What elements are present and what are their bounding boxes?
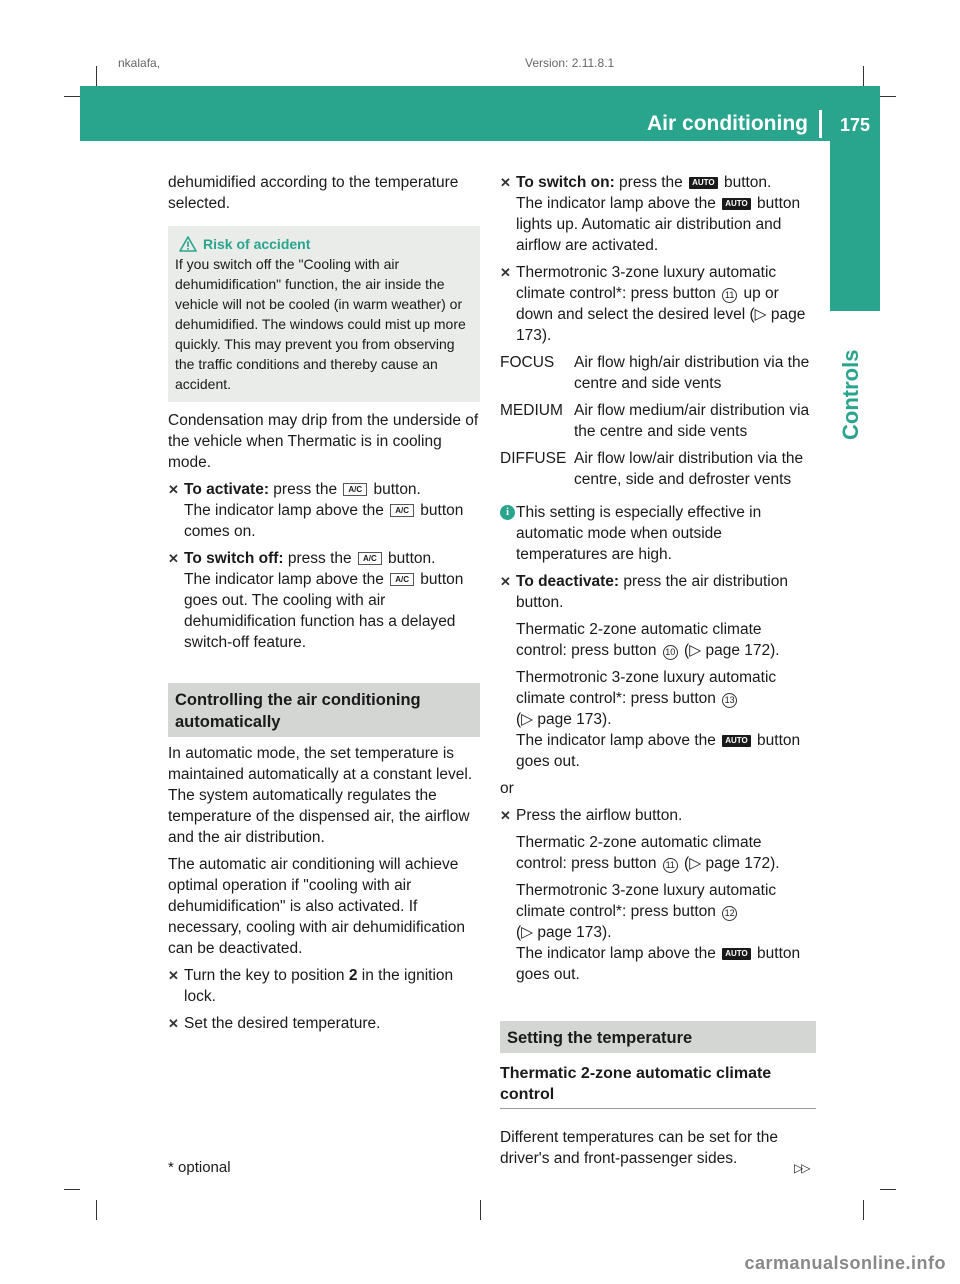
ac-button-icon: A/C [358, 552, 382, 565]
crop-mark [64, 96, 80, 97]
step-marker-icon: ✕ [168, 482, 179, 497]
level-term: FOCUS [500, 354, 555, 371]
step-set-temp [168, 1013, 480, 1034]
paragraph: Condensation may drip from the underside of the vehicle when Thermatic is in cooling mode. [168, 412, 479, 471]
page-ref: page 173 [537, 924, 603, 941]
step-text: Thermatic 2-zone automatic climate control: press button [516, 621, 762, 659]
step-label: To switch off: [184, 550, 284, 567]
button-number-icon: 13 [722, 693, 737, 708]
step-airflow: ✕ Press the airflow button. Thermatic 2-zone automatic climate control: press button 11 (▷ page 172). Thermotronic 3-zone luxury automatic climate control*: press button 12 (▷ page 173). The indicator lamp above the AUTO button goes out. [500, 807, 801, 983]
step-text: Thermatic 2-zone automatic climate control: press button [516, 834, 762, 872]
step-marker-icon: ✕ [168, 551, 179, 566]
level-desc: Air flow medium/air distribution via the centre and side vents [574, 402, 810, 440]
step-deactivate: ✕ To deactivate: press the air distribution button. Thermatic 2-zone automatic climate control: press button 10 (▷ page 172). Thermotronic 3-zone luxury automatic climate control*: press button 13 (▷ page 173). The indicator lamp above the AUTO button goes out. [500, 573, 801, 770]
step-marker-icon: ✕ [500, 574, 511, 589]
step-text: Turn the key to position [184, 967, 349, 984]
right-column [500, 172, 816, 1169]
section-heading: Controlling the air conditioning automatically [168, 683, 480, 737]
step-text: button goes out. [516, 732, 801, 770]
step-text: The indicator lamp above the [516, 945, 721, 962]
warning-body: If you switch off the "Cooling with air dehumidification" function, the air inside the vehicle will not be cooled (in warm weather) or dehumidified. The windows could mist up more quickly. This may prevent you from observing the traffic conditions and thereby cause an accident. [175, 256, 466, 392]
level-row [500, 352, 816, 394]
button-number-icon: 11 [663, 858, 678, 873]
warning-box [168, 226, 480, 402]
step-marker-icon: ✕ [500, 265, 511, 280]
step-text: button comes on. [184, 502, 464, 540]
step-text: The indicator lamp above the [516, 195, 721, 212]
side-tab-label: Controls [838, 349, 863, 440]
step-text: Set the desired temperature. [184, 1015, 381, 1032]
warning-title [175, 234, 474, 254]
level-row [500, 400, 816, 442]
level-row [500, 448, 816, 490]
step-text: button. [719, 174, 772, 191]
auto-button-icon: AUTO [689, 177, 718, 189]
step-text: press the [283, 550, 356, 567]
auto-button-icon: AUTO [722, 198, 751, 210]
crop-mark [96, 1200, 97, 1220]
section-heading: Setting the temperature [500, 1021, 816, 1053]
step-label: To deactivate: [516, 573, 620, 590]
crop-mark [480, 1200, 481, 1220]
info-icon: i [500, 505, 515, 520]
step-text: Thermotronic 3-zone luxury automatic climate control*: press button [516, 669, 777, 707]
step-activate [168, 479, 480, 542]
button-number-icon: 10 [663, 645, 678, 660]
step-text: press the [614, 174, 688, 191]
level-term: MEDIUM [500, 402, 563, 419]
or-text: or [500, 780, 514, 797]
step-switch-on [500, 172, 816, 256]
crop-mark [96, 66, 97, 86]
crop-mark [880, 96, 896, 97]
left-column [168, 172, 480, 1034]
step-text: Press the airflow button. [516, 807, 683, 824]
footer-optional-note: * optional [168, 1159, 231, 1176]
crop-mark [863, 66, 864, 86]
step-text: press the [269, 481, 342, 498]
step-text: button. [383, 550, 436, 567]
step-text: The indicator lamp above the [184, 502, 389, 519]
step-text: button lights up. Automatic air distribution and airflow are activated. [516, 195, 801, 254]
side-tab-bar [830, 141, 880, 311]
header-bar [80, 86, 880, 141]
crop-mark [880, 1189, 896, 1190]
auto-button-icon: AUTO [722, 948, 751, 960]
paragraph: The automatic air conditioning will achieve optimal operation if "cooling with air dehumidification" is also activated. If necessary, cooling with air dehumidification can be deactivated. [168, 856, 465, 957]
step-text: in the ignition lock. [184, 967, 454, 1005]
page-ref: page 172 [705, 855, 771, 872]
watermark: carmanualsonline.info [744, 1253, 946, 1273]
button-number-icon: 11 [722, 288, 737, 303]
section-title: Air conditioning [647, 112, 808, 135]
auto-button-icon: AUTO [722, 735, 751, 747]
step-marker-icon: ✕ [500, 175, 511, 190]
button-number-icon: 12 [722, 906, 737, 921]
paragraph: In automatic mode, the set temperature is maintained automatically at a constant level. The system automatically regulates the temperature of the dispensed air, the airflow and the air distribution. [168, 745, 473, 846]
continue-arrows-icon: ▷▷ [794, 1161, 809, 1175]
paragraph: dehumidified according to the temperature selected. [168, 174, 459, 212]
ac-button-icon: A/C [390, 504, 414, 517]
step-label: To switch on: [516, 174, 615, 191]
page-number: 175 [839, 115, 870, 135]
note-text: This setting is especially effective in automatic mode when outside temperatures are high. [516, 504, 762, 563]
step-text: The indicator lamp above the [516, 732, 721, 749]
step-bold: 2 [348, 967, 358, 984]
step-text: The indicator lamp above the [184, 571, 389, 588]
step-text: button. [369, 481, 421, 498]
step-text: Thermotronic 3-zone luxury automatic climate control*: press button [516, 264, 777, 302]
print-meta-left: nkalafa, [118, 56, 161, 70]
header-divider [819, 110, 822, 138]
paragraph: Different temperatures can be set for the driver's and front-passenger sides. [500, 1129, 779, 1167]
level-term: DIFFUSE [500, 450, 567, 467]
ac-button-icon: A/C [343, 483, 367, 496]
step-text: ). [541, 327, 552, 344]
ac-button-icon: A/C [390, 573, 414, 586]
step-marker-icon: ✕ [168, 1016, 179, 1031]
print-meta-right: Version: 2.11.8.1 [525, 56, 615, 70]
warning-title-text: Risk of accident [203, 236, 311, 252]
level-desc: Air flow high/air distribution via the centre and side vents [574, 354, 810, 392]
step-text: press the air distribution button. [516, 573, 788, 611]
crop-mark [863, 1200, 864, 1220]
step-text: button goes out. The cooling with air dehumidification function has a delayed switch-off feature. [184, 571, 464, 651]
crop-mark [64, 1189, 80, 1190]
page-ref: page 173 [537, 711, 603, 728]
step-switch-off [168, 548, 480, 653]
step-thermotronic-level: ✕ Thermotronic 3-zone luxury automatic climate control*: press button 11 up or down and select the desired level (▷ page 173). [500, 264, 806, 344]
warning-triangle-icon [179, 236, 197, 252]
step-text: up or down and select the desired level ( [516, 285, 779, 323]
step-text: button goes out. [516, 945, 801, 983]
step-turn-key [168, 965, 480, 1007]
level-desc: Air flow low/air distribution via the centre, side and defroster vents [574, 450, 804, 488]
page-ref: page 173 [516, 306, 806, 344]
step-label: To activate: [184, 481, 269, 498]
page-ref: page 172 [705, 642, 771, 659]
subheading: Thermatic 2-zone automatic climate control [500, 1063, 816, 1109]
step-marker-icon: ✕ [500, 808, 511, 823]
step-text: Thermotronic 3-zone luxury automatic climate control*: press button [516, 882, 777, 920]
info-note [500, 502, 816, 565]
step-marker-icon: ✕ [168, 968, 179, 983]
